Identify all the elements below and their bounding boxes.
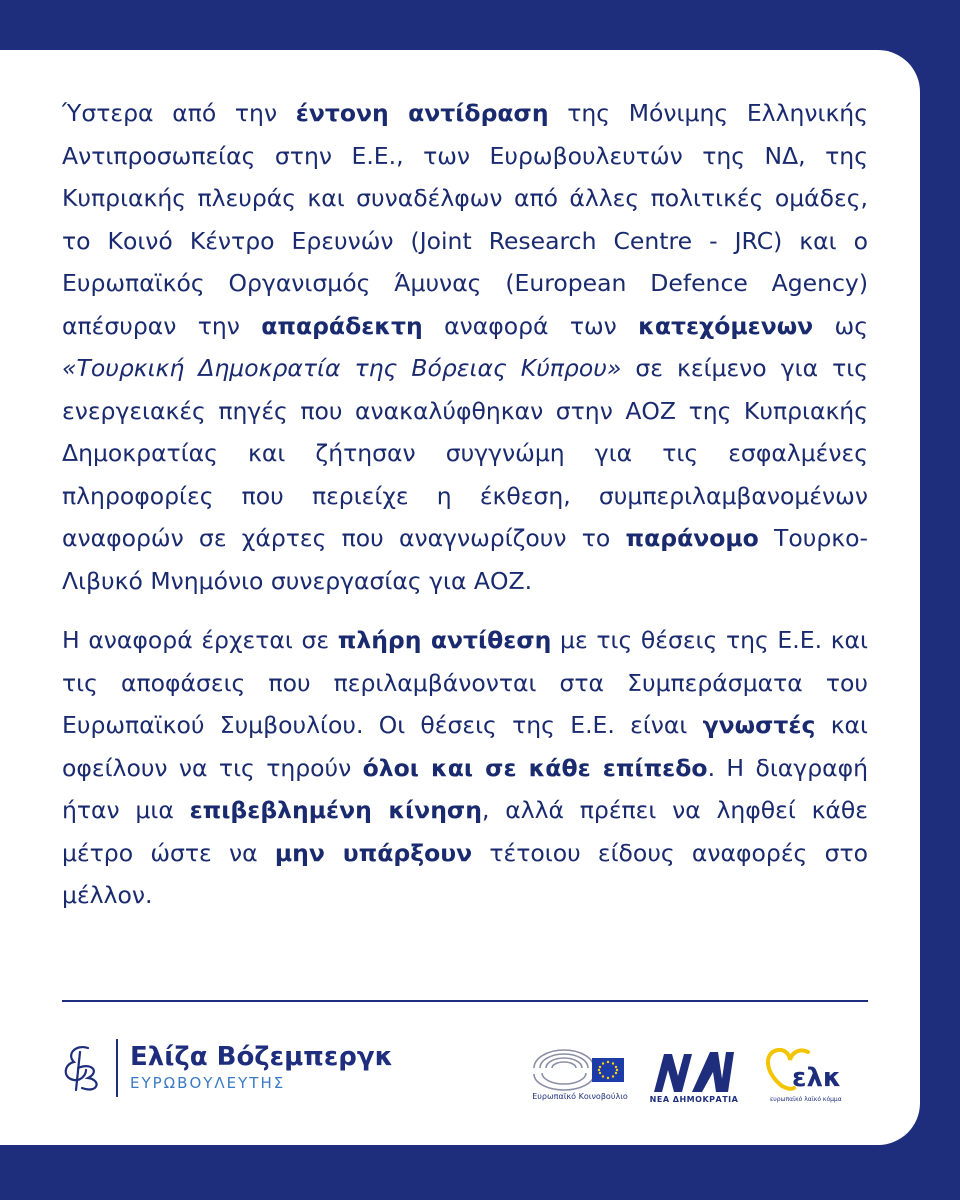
text-run: σε κείμενο για τις ενεργειακές πηγές που ανακαλύφθηκαν στην ΑΟΖ της Κυπριακής Δημοκρατίας και ζήτησαν συγγνώμη για τις εσφαλμένες πληροφορίες που περιείχε η έκθεση, συμπεριλαμβανομένων αναφορών σε χάρτες που αναγνωρίζουν το — [62, 354, 868, 552]
bold-run: έντονη αντίδραση — [295, 99, 549, 127]
signature-divider — [116, 1039, 118, 1097]
bold-run: πλήρη αντίθεση — [337, 626, 552, 654]
text-run: τέτοιου είδους αναφορές στο μέλλον. — [62, 838, 868, 909]
text-run: με τις θέσεις της Ε.Ε. και τις αποφάσεις που περιλαμβάνονται στα Συμπεράσματα του Ευρωπαϊκού Συμβουλίου. Οι θέσεις της Ε.Ε. είναι — [62, 626, 868, 739]
paragraph-2 — [62, 619, 868, 917]
bold-run: γνωστές — [702, 711, 816, 739]
partner-logos — [530, 1040, 870, 1106]
text-run: ως — [813, 311, 868, 340]
footer-divider — [62, 1000, 868, 1002]
text-run: και οφείλουν να τις τηρούν — [62, 711, 868, 782]
signature-text — [130, 1042, 393, 1094]
nd-caption: ΝΕΑ ΔΗΜΟΚΡΑΤΙΑ — [649, 1095, 739, 1104]
monogram-logo-icon — [58, 1038, 106, 1098]
epp-caption: ευρωπαϊκό λαϊκό κόμμα — [770, 1096, 842, 1103]
paragraph-1 — [62, 92, 868, 602]
bold-run: όλοι και σε κάθε επίπεδο — [362, 753, 708, 782]
ep-caption: Ευρωπαϊκό Κοινοβούλιο — [532, 1092, 628, 1101]
bold-run: επιβεβλημένη κίνηση — [189, 796, 482, 824]
bold-run: παράνομο — [625, 524, 759, 552]
mep-name: Ελίζα Βόζεμπεργκ — [130, 1042, 394, 1072]
text-run: της Μόνιμης Ελληνικής Αντιπροσωπείας στην Ε.Ε., των Ευρωβουλευτών της ΝΔ, της Κυπριακής πλευράς και συναδέλφων από άλλες πολιτικές ομάδες, το Κοινό Κέντρο Ερευνών (Joint Research Centre - JRC) και ο Ευρωπαϊκός Οργανισμός Άμυνας (European Defence Agency) απέσυραν την — [62, 99, 868, 340]
bold-run: μην υπάρξουν — [274, 838, 473, 867]
signature-block — [58, 1038, 393, 1098]
text-run: . Η διαγραφή ήταν μια — [62, 753, 868, 824]
italic-run: «Τουρκική Δημοκρατία της Βόρειας Κύπρου» — [62, 354, 622, 382]
text-run: Η αναφορά έρχεται σε — [62, 626, 338, 654]
epp-logo-text: ελκ — [792, 1063, 842, 1093]
statement-text — [62, 92, 868, 934]
text-run: Τουρκο-Λιβυκό Μνημόνιο συνεργασίας για ΑΟΖ. — [62, 524, 868, 595]
mep-role: ΕΥΡΩΒΟΥΛΕΥΤΗΣ — [130, 1074, 286, 1092]
bold-run: απαράδεκτη — [261, 311, 423, 340]
text-run: , αλλά πρέπει να ληφθεί κάθε μέτρο ώστε να — [62, 796, 869, 867]
text-run: Ύστερα από την — [62, 99, 296, 127]
bold-run: κατεχόμενων — [638, 311, 814, 340]
text-run: αναφορά των — [422, 311, 639, 340]
